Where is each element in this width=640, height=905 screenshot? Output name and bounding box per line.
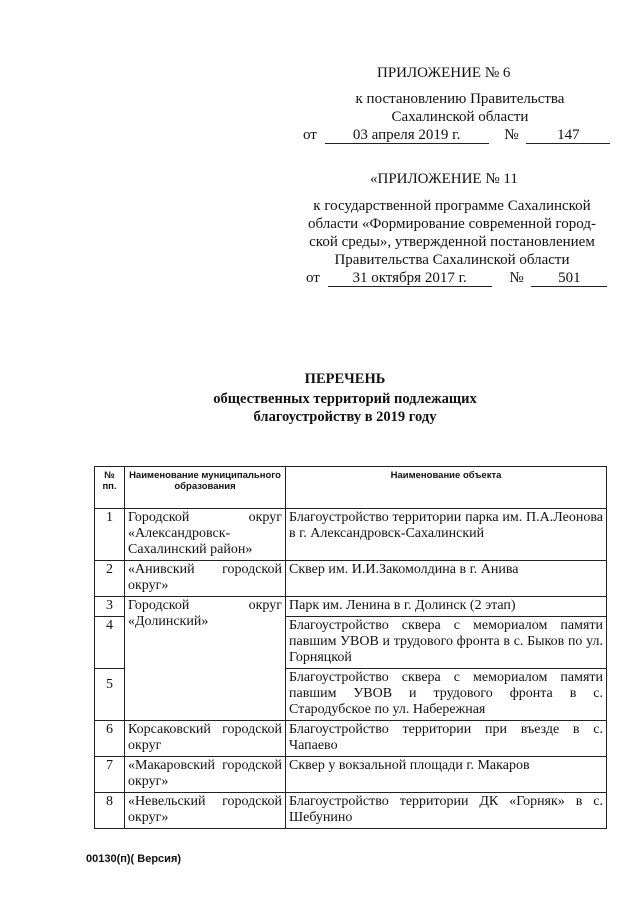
row-municipality: Городской округ «Александровск-Сахалинский район» <box>125 509 286 561</box>
table-row <box>95 597 607 617</box>
ref-appendix-line1: к государственной программе Сахалинской <box>313 198 591 214</box>
row-municipality: «Невельский городской округ» <box>125 793 286 829</box>
table-row <box>95 509 607 561</box>
row-municipality: «Макаровский городской округ» <box>125 757 286 793</box>
list-title: ПЕРЕЧЕНЬ <box>304 371 386 387</box>
row-object: Парк им. Ленина в г. Долинск (2 этап) <box>286 597 607 617</box>
appendix-number: 147 <box>526 127 610 144</box>
header-object: Наименование объекта <box>286 467 607 509</box>
ref-appendix-title: «ПРИЛОЖЕНИЕ № 11 <box>370 171 518 187</box>
row-municipality: Корсаковский городской округ <box>125 721 286 757</box>
number-label: № <box>509 270 524 286</box>
header-num: № пп. <box>95 467 125 509</box>
row-num: 5 <box>95 669 125 721</box>
row-num: 6 <box>95 721 125 757</box>
row-num: 8 <box>95 793 125 829</box>
row-num: 7 <box>95 757 125 793</box>
appendix-date-line <box>303 126 610 144</box>
territories-table <box>94 466 607 829</box>
list-subtitle-2: благоустройству в 2019 году <box>253 409 437 425</box>
table-row <box>95 793 607 829</box>
row-municipality: «Анивский городской округ» <box>125 561 286 597</box>
number-label: № <box>504 127 519 143</box>
row-object: Благоустройство сквера с мемориалом памяти павшим УВОВ и трудового фронта в с. Быков по ул. Горняцкой <box>286 617 607 669</box>
document-code: 00130(п)( Версия) <box>86 853 182 865</box>
table-row <box>95 561 607 597</box>
ref-appendix-line2: области «Формирование современной город- <box>308 216 596 232</box>
row-object: Благоустройство территории парка им. П.А.Леонова в г. Александровск-Сахалинский <box>286 509 607 561</box>
from-label: от <box>306 270 320 286</box>
table-row <box>95 757 607 793</box>
row-object: Благоустройство территории ДК «Горняк» в с. Шебунино <box>286 793 607 829</box>
row-object: Благоустройство территории при въезде в с. Чапаево <box>286 721 607 757</box>
from-label: от <box>303 127 317 143</box>
table-header-row <box>95 467 607 509</box>
appendix-line2: Сахалинской области <box>391 109 529 125</box>
row-object: Сквер у вокзальной площади г. Макаров <box>286 757 607 793</box>
appendix-date: 03 апреля 2019 г. <box>325 127 489 144</box>
ref-appendix-date: 31 октября 2017 г. <box>328 270 492 287</box>
row-municipality: Городской округ «Долинский» <box>125 597 286 721</box>
ref-appendix-line3: ской среды», утвержденной постановлением <box>309 234 595 250</box>
ref-appendix-date-line <box>306 269 607 287</box>
row-object: Сквер им. И.И.Закомолдина в г. Анива <box>286 561 607 597</box>
list-subtitle-1: общественных территорий подлежащих <box>213 391 477 407</box>
row-object: Благоустройство сквера с мемориалом памяти павшим УВОВ и трудового фронта в с. Стародубское по ул. Набережная <box>286 669 607 721</box>
ref-appendix-line4: Правительства Сахалинской области <box>334 252 570 268</box>
table-row <box>95 721 607 757</box>
row-num: 1 <box>95 509 125 561</box>
ref-appendix-number: 501 <box>531 270 607 287</box>
row-num: 4 <box>95 617 125 669</box>
appendix-title: ПРИЛОЖЕНИЕ № 6 <box>377 65 511 81</box>
header-municipality: Наименование муниципального образования <box>125 467 286 509</box>
row-num: 2 <box>95 561 125 597</box>
row-num: 3 <box>95 597 125 617</box>
appendix-line1: к постановлению Правительства <box>355 91 565 107</box>
